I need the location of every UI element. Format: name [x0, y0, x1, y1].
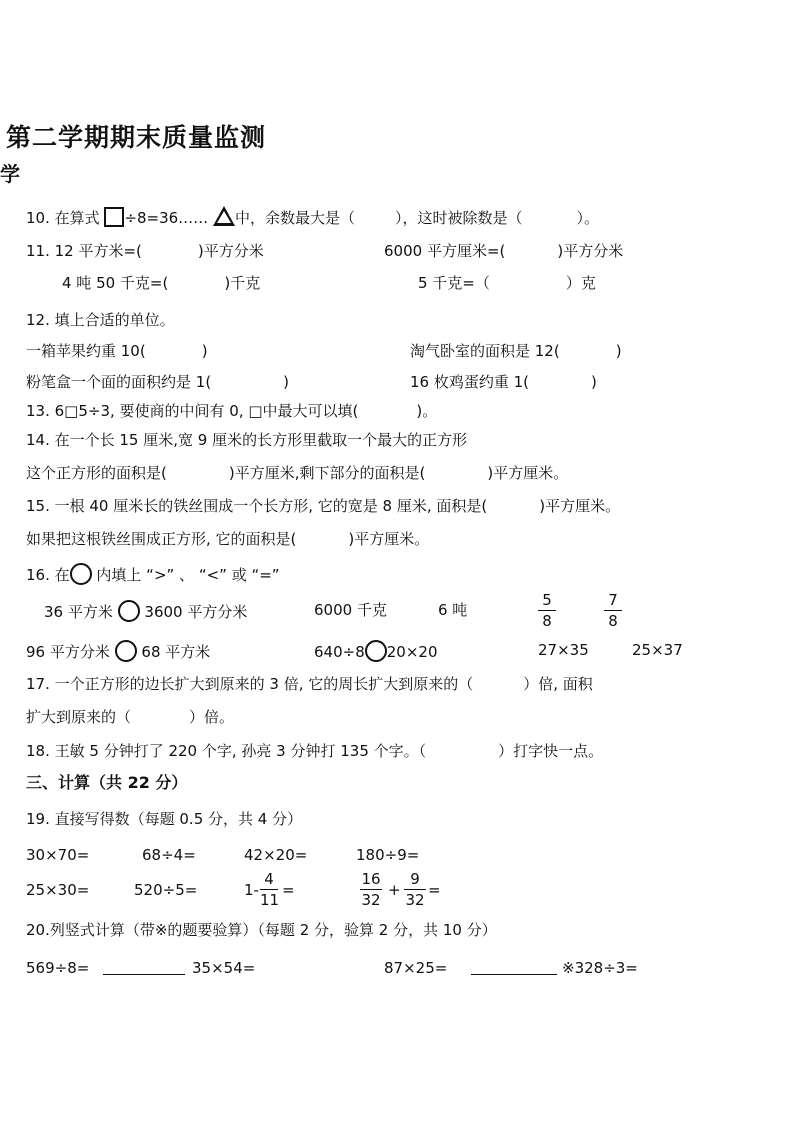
- question-12-item-d: 16 枚鸡蛋约重 1( ): [410, 373, 597, 391]
- question-11-line-2a: 4 吨 50 千克=( )千克: [62, 274, 261, 292]
- square-box-icon: [104, 207, 124, 227]
- vertical-calc-569div8: 569÷8=: [26, 958, 185, 978]
- calc-42x20: 42×20=: [244, 846, 308, 864]
- compare-5: 640÷8 20×20: [314, 640, 438, 662]
- answer-line: [471, 974, 557, 975]
- calc-180div9: 180÷9=: [356, 846, 420, 864]
- question-10: 10. 在算式 ÷8=36…… 中，余数最大是（ ），这时被除数是（ ）。: [26, 206, 599, 228]
- section-3-title: 三、计算（共 22 分）: [26, 773, 188, 792]
- subject-label: 学: [0, 162, 20, 186]
- fraction-four-elevenths: $\frac{4}{11}$: [260, 870, 280, 909]
- question-17-line-2: 扩大到原来的（ ）倍。: [26, 708, 235, 726]
- circle-blank-icon: [70, 563, 92, 585]
- question-16-heading: 16. 在 内填上 “>” 、 “<” 或 “=”: [26, 563, 280, 585]
- question-11-line-1a: 11. 12 平方米=( )平方分米: [26, 242, 264, 260]
- vertical-calc-87x25: 87×25=: [384, 958, 557, 978]
- question-15-line-1: 15. 一根 40 厘米长的铁丝围成一个长方形, 它的宽是 8 厘米, 面积是( )平方厘米。: [26, 497, 621, 515]
- triangle-icon: [213, 206, 235, 226]
- circle-blank-icon: [118, 600, 140, 622]
- question-12-item-c: 粉笔盒一个面的面积约是 1( ): [26, 373, 290, 391]
- compare-2-left: 6000 千克: [314, 601, 387, 619]
- page-title: 第二学期期末质量监测: [6, 123, 267, 152]
- question-11-line-2b: 5 千克=（ ）克: [418, 274, 596, 292]
- question-14-line-2: 这个正方形的面积是( )平方厘米,剩下部分的面积是( )平方厘米。: [26, 464, 569, 482]
- fraction-seven-eighths: $\frac{7}{8}$: [604, 591, 622, 630]
- question-12-heading: 12. 填上合适的单位。: [26, 311, 175, 329]
- question-11-line-1b: 6000 平方厘米=( )平方分米: [384, 242, 624, 260]
- calc-30x70: 30×70=: [26, 846, 90, 864]
- circle-blank-icon: [115, 640, 137, 662]
- fraction-9-32: $\frac{9}{32}$: [405, 870, 425, 909]
- question-12-item-b: 淘气卧室的面积是 12( ): [410, 342, 622, 360]
- vertical-calc-328div3: ※328÷3=: [562, 959, 638, 977]
- calc-68div4: 68÷4=: [142, 846, 196, 864]
- question-15-line-2: 如果把这根铁丝围成正方形, 它的面积是( )平方厘米。: [26, 530, 430, 548]
- compare-6-left: 27×35: [538, 641, 589, 659]
- question-14-line-1: 14. 在一个长 15 厘米,宽 9 厘米的长方形里截取一个最大的正方形: [26, 431, 468, 449]
- question-12-item-a: 一箱苹果约重 10( ): [26, 342, 208, 360]
- calc-plus: +: [388, 881, 401, 899]
- circle-blank-icon: [365, 640, 387, 662]
- calc-25x30: 25×30=: [26, 881, 90, 899]
- question-20-heading: 20.列竖式计算（带※的题要验算）（每题 2 分，验算 2 分，共 10 分）: [26, 921, 497, 939]
- compare-6-right: 25×37: [632, 641, 683, 659]
- fraction-five-eighths: $\frac{5}{8}$: [538, 591, 556, 630]
- compare-1: 36 平方米 3600 平方分米: [44, 600, 247, 622]
- question-19-heading: 19. 直接写得数（每题 0.5 分，共 4 分）: [26, 810, 303, 828]
- compare-4: 96 平方分米 68 平方米: [26, 640, 210, 662]
- calc-equals-2: =: [428, 881, 441, 899]
- question-17-line-1: 17. 一个正方形的边长扩大到原来的 3 倍, 它的周长扩大到原来的（ ）倍, 面积: [26, 675, 593, 693]
- compare-2-right: 6 吨: [438, 601, 468, 619]
- question-18: 18. 王敏 5 分钟打了 220 个字, 孙亮 3 分钟打 135 个字。（ ）打字快一点。: [26, 742, 604, 760]
- calc-520div5: 520÷5=: [134, 881, 198, 899]
- vertical-calc-35x54: 35×54=: [192, 959, 256, 977]
- fraction-16-32: $\frac{16}{32}$: [361, 870, 381, 909]
- calc-one-minus-prefix: 1-: [244, 881, 259, 899]
- calc-equals-1: =: [282, 881, 295, 899]
- question-13: 13. 6□5÷3, 要使商的中间有 0, □中最大可以填( )。: [26, 402, 438, 420]
- answer-line: [103, 974, 185, 975]
